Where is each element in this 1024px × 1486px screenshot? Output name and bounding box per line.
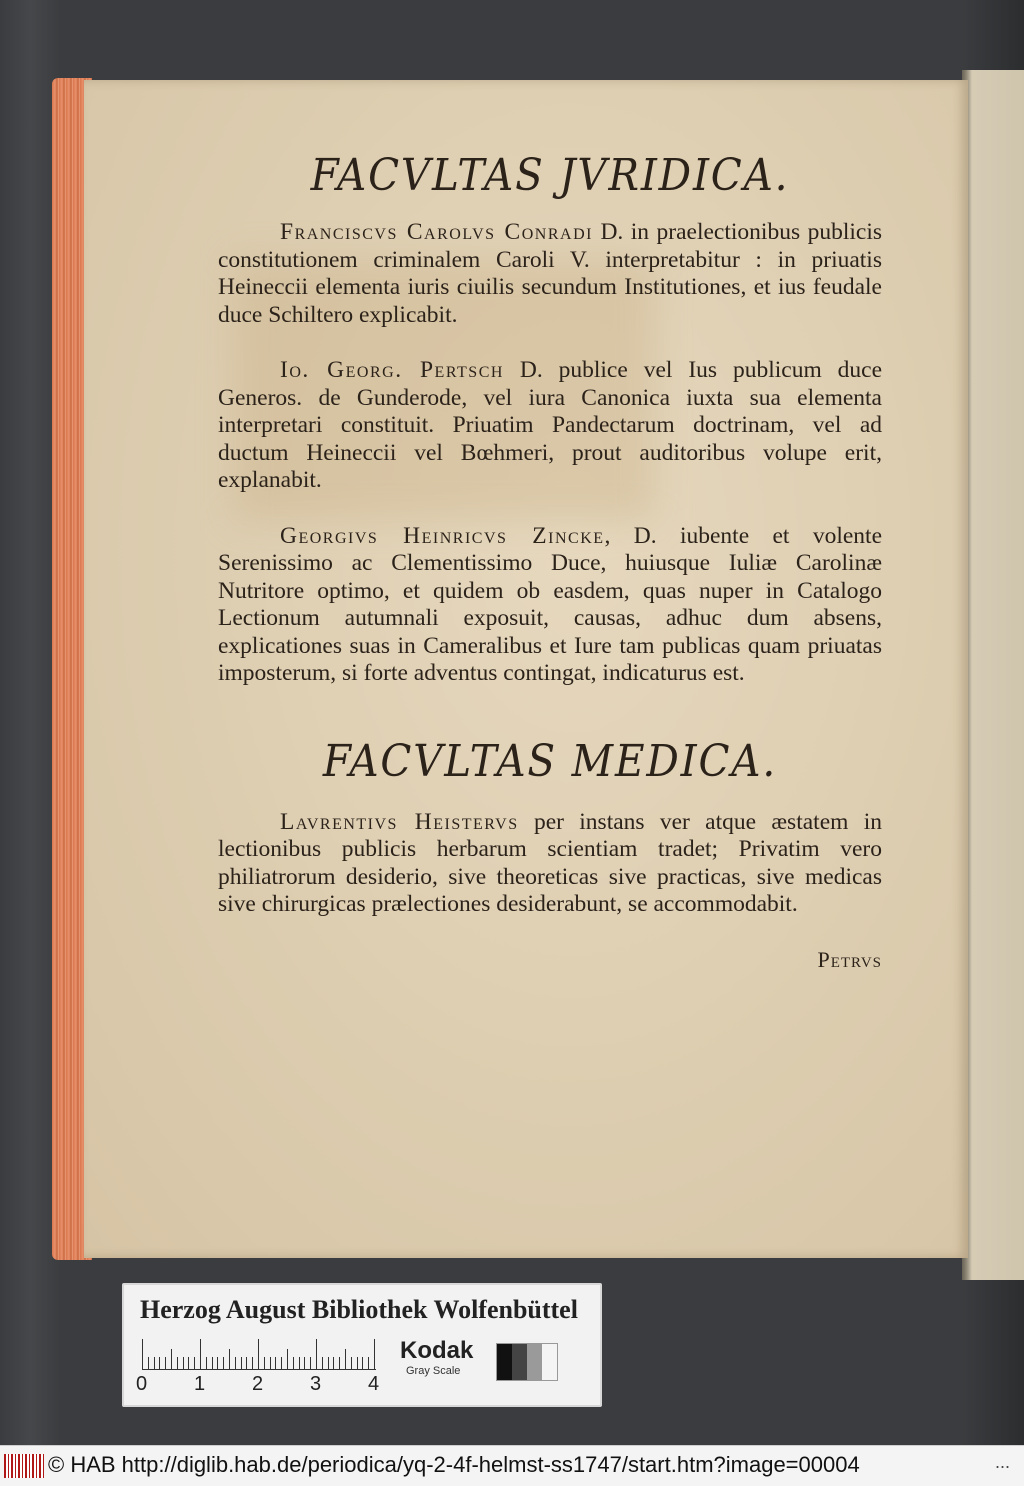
footer-url[interactable]: © HAB http://diglib.hab.de/periodica/yq-2-4f-helmst-ss1747/start.htm?image=00004 xyxy=(48,1452,860,1477)
ruler-tick xyxy=(142,1339,143,1369)
catchword: Petrvs xyxy=(817,946,882,972)
ruler-tick xyxy=(212,1357,213,1369)
gray-scale-label: Gray Scale xyxy=(406,1365,461,1377)
person-name: Lavrentivs Heistervs xyxy=(280,808,519,835)
ruler-tick xyxy=(159,1357,160,1369)
ruler-tick xyxy=(148,1357,149,1369)
ruler-number: 2 xyxy=(252,1373,264,1395)
more-icon[interactable]: ... xyxy=(994,1452,1010,1472)
swatch-mid xyxy=(527,1344,542,1380)
ruler-number: 1 xyxy=(194,1373,206,1395)
ruler-tick xyxy=(235,1357,236,1369)
paragraph-text: D. in praelectionibus publicis constitutionem criminalem Caroli V. interpretabitur : in priuatis Heineccii elementa iuris ciuilis secundum Institutiones, et ius feudale duce Schiltero explicabit. xyxy=(218,219,882,328)
ruler-tick xyxy=(165,1357,166,1369)
ruler-tick xyxy=(316,1339,317,1369)
ruler-tick xyxy=(362,1357,363,1369)
heading-facultas-medica: FACVLTAS MEDICA. xyxy=(322,735,778,787)
ruler-tick xyxy=(310,1357,311,1369)
ruler-number: 3 xyxy=(310,1373,322,1395)
ruler-tick xyxy=(299,1357,300,1369)
ruler-number: 4 xyxy=(368,1373,380,1395)
ruler-tick xyxy=(229,1349,230,1369)
color-calibration-bar xyxy=(122,1283,602,1407)
ruler-tick xyxy=(258,1339,259,1369)
paragraph-text: D. publice vel Ius publicum duce Generos. de Gunderode, vel iura Canonica iuxta sua elementa interpretari constituit. Priuatim Pandectarum doctrinam, vel ad ductum Heineccii vel Bœhmeri, prout auditoribus volupe erit, explanabit. xyxy=(218,357,882,493)
paragraph-pertsch xyxy=(218,357,882,495)
ruler-tick xyxy=(188,1357,189,1369)
swatch-black xyxy=(497,1344,512,1380)
ruler-tick xyxy=(357,1357,358,1369)
swatch-dark xyxy=(512,1344,527,1380)
gray-scale-swatches xyxy=(496,1343,558,1381)
ruler-tick xyxy=(333,1357,334,1369)
paragraph-heisterus xyxy=(218,809,882,919)
ruler-tick xyxy=(241,1357,242,1369)
ruler-tick xyxy=(206,1357,207,1369)
ruler-tick xyxy=(374,1339,375,1369)
footer-bar xyxy=(0,1445,1024,1486)
ruler-tick xyxy=(171,1349,172,1369)
ruler-tick xyxy=(368,1357,369,1369)
ruler-numbers xyxy=(136,1373,386,1397)
ruler-tick xyxy=(183,1357,184,1369)
ruler-tick xyxy=(281,1357,282,1369)
kodak-logo: Kodak xyxy=(400,1337,474,1364)
ruler-tick xyxy=(322,1357,323,1369)
ruler-tick xyxy=(194,1357,195,1369)
ruler-tick xyxy=(200,1339,201,1369)
ruler-tick xyxy=(264,1357,265,1369)
paragraph-text: , D. iubente et volente Serenissimo ac Clementissimo Duce, huiusque Iuliæ Carolinæ Nutritore optimo, et quidem ob easdem, quas nuper in Catalogo Lectionum autumnali exposuit, causas, adhuc dum absens, explicationes suas in Cameralibus et Iure tam publicas quam priuatas imposterum, si forte adventus contingat, indicaturus est. xyxy=(218,522,882,686)
ruler-tick xyxy=(345,1349,346,1369)
ruler-tick xyxy=(177,1357,178,1369)
paragraph-conradi xyxy=(218,219,882,329)
page-content xyxy=(218,150,882,973)
ruler-tick xyxy=(223,1357,224,1369)
swatch-white xyxy=(542,1344,557,1380)
ruler-tick xyxy=(293,1357,294,1369)
ruler-tick xyxy=(304,1357,305,1369)
ruler-tick xyxy=(351,1357,352,1369)
heading-facultas-juridica: FACVLTAS JVRIDICA. xyxy=(310,150,790,201)
ruler-tick xyxy=(275,1357,276,1369)
ruler-tick xyxy=(154,1357,155,1369)
person-name: Io. Georg. Pertsch xyxy=(280,357,504,383)
person-name: Franciscvs Carolvs Conradi xyxy=(280,219,593,245)
ruler-tick xyxy=(328,1357,329,1369)
library-name: Herzog August Bibliothek Wolfenbüttel xyxy=(140,1295,578,1324)
paragraph-text: per instans ver atque æstatem in lectionibus publicis herbarum scientiam tradet; Privatim vero philiatrorum desiderio, sive theoreticas sive practicas, sive medicas sive chirurgicas prælectiones desiderabunt, se accommodabit. xyxy=(218,808,882,917)
ruler xyxy=(142,1339,376,1370)
ruler-number: 0 xyxy=(136,1373,148,1395)
person-name: Georgivs Heinricvs Zincke xyxy=(280,522,605,549)
ruler-tick xyxy=(252,1357,253,1369)
ruler-tick xyxy=(246,1357,247,1369)
ruler-tick xyxy=(270,1357,271,1369)
barcode-icon xyxy=(4,1454,44,1478)
ruler-tick xyxy=(339,1357,340,1369)
ruler-tick xyxy=(287,1349,288,1369)
paragraph-zincke xyxy=(218,523,882,688)
ruler-tick xyxy=(217,1357,218,1369)
